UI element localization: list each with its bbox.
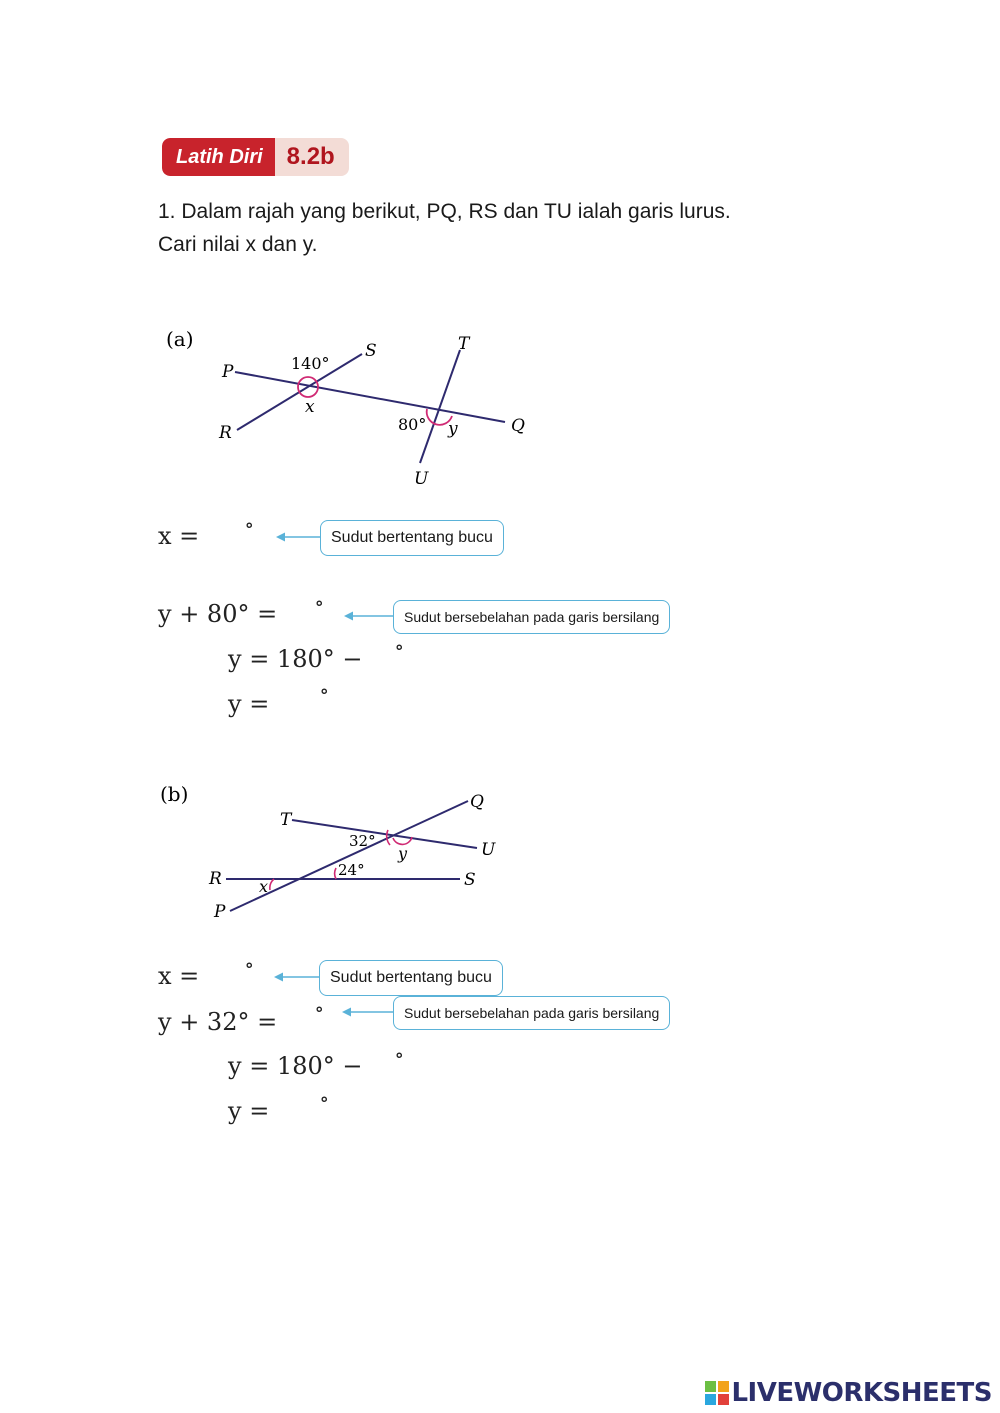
badge-title: Latih Diri (162, 138, 275, 176)
b-degree-3: ° (395, 1050, 404, 1070)
line-pq (235, 372, 505, 422)
b-arrow-2 (342, 1005, 394, 1019)
label-Q: Q (470, 792, 484, 812)
diagram-a (150, 318, 560, 498)
question-line-2: Cari nilai x dan y. (158, 233, 318, 256)
label-x: x (305, 397, 315, 417)
a-arrow-2 (344, 609, 394, 623)
b-line-y2: y = 180° − (228, 1052, 363, 1080)
badge-number: 8.2b (275, 138, 349, 176)
a-line-x: x = (158, 522, 200, 550)
label-T: T (458, 334, 470, 354)
diagram-b (150, 775, 510, 925)
label-U: U (414, 469, 429, 489)
label-24: 24° (338, 861, 365, 879)
section-badge (162, 138, 349, 176)
a-callout-1: Sudut bertentang bucu (320, 520, 504, 556)
a-degree-4: ° (320, 686, 329, 706)
a-line-y3: y = (228, 690, 270, 718)
label-140: 140° (291, 354, 330, 373)
b-degree-1: ° (245, 960, 254, 980)
b-callout-2: Sudut bersebelahan pada garis bersilang (393, 996, 670, 1030)
label-P: P (214, 902, 226, 922)
label-32: 32° (349, 832, 376, 850)
b-line-y3: y = (228, 1097, 270, 1125)
a-degree-2: ° (315, 598, 324, 618)
liveworksheets-logo[interactable] (705, 1378, 992, 1408)
b-line-y1: y + 32° = (158, 1008, 278, 1036)
label-T: T (280, 810, 292, 830)
diagram-b-label: (b) (160, 782, 189, 806)
line-tu (292, 820, 477, 848)
diagram-a-label: (a) (166, 327, 194, 351)
a-callout-2: Sudut bersebelahan pada garis bersilang (393, 600, 670, 634)
label-R: R (219, 423, 232, 443)
a-arrow-1 (276, 530, 320, 544)
arc-x (270, 879, 274, 890)
label-y: y (448, 419, 458, 439)
label-y: y (398, 844, 408, 863)
a-degree-3: ° (395, 642, 404, 662)
label-Q: Q (511, 416, 525, 436)
arc-24 (335, 868, 336, 879)
a-degree-1: ° (245, 520, 254, 540)
question-line-1: 1. Dalam rajah yang berikut, PQ, RS dan TU ialah garis lurus. (158, 200, 731, 223)
label-S: S (365, 341, 377, 361)
logo-text: LIVEWORKSHEETS (731, 1378, 992, 1408)
label-R: R (209, 869, 222, 889)
label-x: x (259, 877, 269, 896)
a-line-y1: y + 80° = (158, 600, 278, 628)
b-degree-4: ° (320, 1094, 329, 1114)
b-line-x: x = (158, 962, 200, 990)
label-U: U (481, 840, 496, 860)
label-80: 80° (398, 415, 427, 434)
b-degree-2: ° (315, 1004, 324, 1024)
b-callout-1: Sudut bertentang bucu (319, 960, 503, 996)
label-P: P (222, 362, 234, 382)
b-arrow-1 (274, 970, 320, 984)
liveworksheets-mark-icon (705, 1381, 729, 1405)
a-line-y2: y = 180° − (228, 645, 363, 673)
label-S: S (464, 870, 476, 890)
